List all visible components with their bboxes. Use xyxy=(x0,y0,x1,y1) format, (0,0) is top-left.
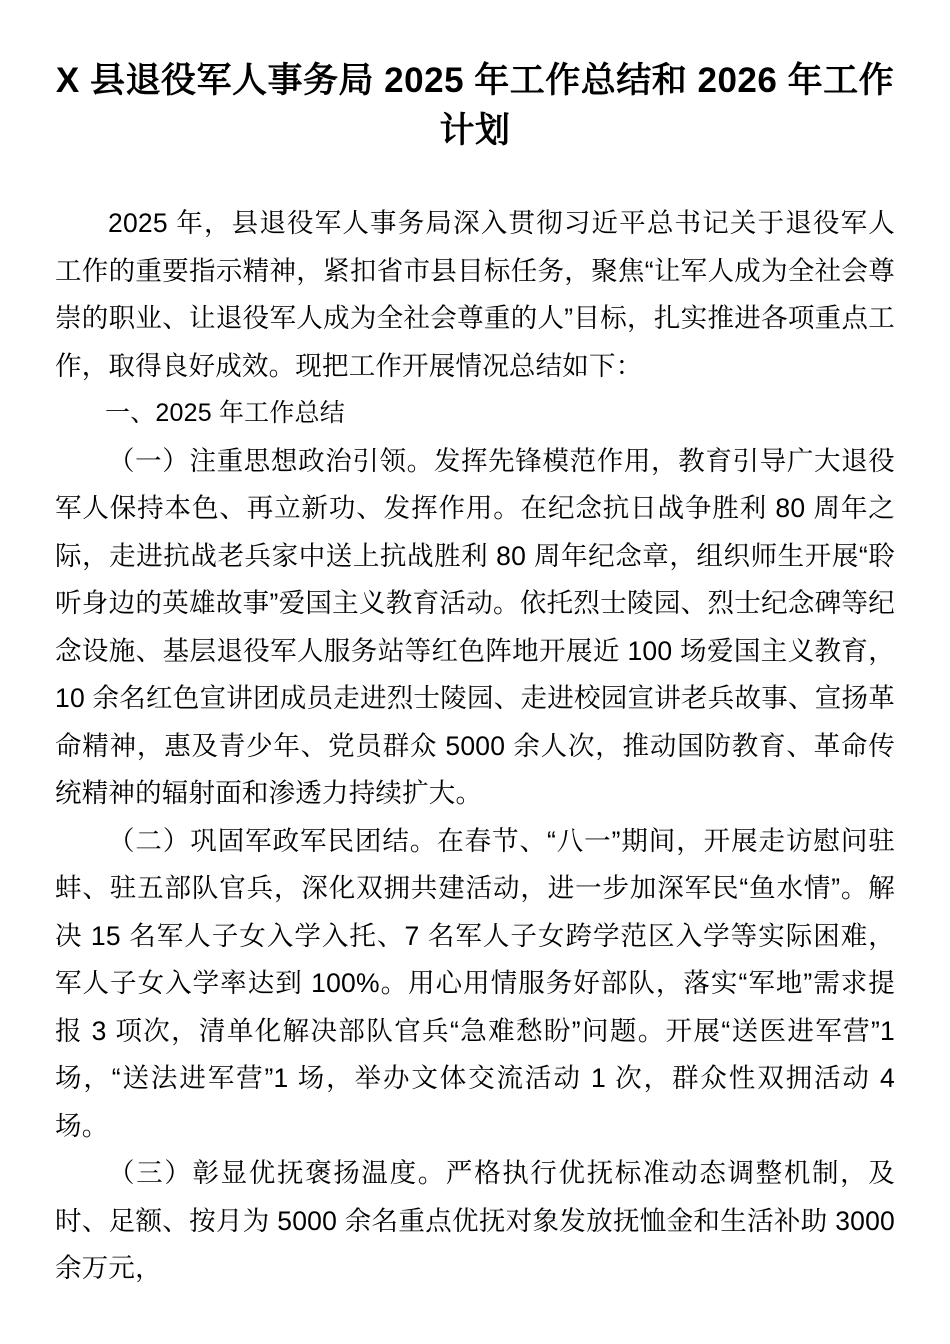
page-title: X 县退役军人事务局 2025 年工作总结和 2026 年工作计划 xyxy=(55,61,895,150)
paragraph-intro: 2025 年，县退役军人事务局深入贯彻习近平总书记关于退役军人工作的重要指示精神，紧扣省市县目标任务，聚焦“让军人成为全社会尊崇的职业、让退役军人成为全社会尊重的人”目标，扎实推进各项重点工作，取得良好成效。现把工作开展情况总结如下： xyxy=(55,208,895,381)
paragraph-item-three: （三）彰显优抚褒扬温度。严格执行优抚标准动态调整机制，及时、足额、按月为 5000 余名重点优抚对象发放抚恤金和生活补助 3000 余万元， xyxy=(55,1158,895,1283)
page-content-area xyxy=(55,0,895,1293)
paragraph-item-two: （二）巩固军政军民团结。在春节、“八一”期间，开展走访慰问驻蚌、驻五部队官兵，深化双拥共建活动，进一步加深军民“鱼水情”。解决 15 名军人子女入学入托、7 名军人子女跨学范区入学等实际困难，军人子女入学率达到 100%。用心用情服务好部队，落实“军地”需求提报 3 项次，清单化解决部队官兵“急难愁盼”问题。开展“送医进军营”1 场，“送法进军营”1 场，举办文体交流活动 1 次，群众性双拥活动 4 场。 xyxy=(55,825,895,1141)
section-heading-2025-summary: 一、2025 年工作总结 xyxy=(105,399,345,427)
document-body xyxy=(55,200,895,1293)
paragraph-item-one: （一）注重思想政治引领。发挥先锋模范作用，教育引导广大退役军人保持本色、再立新功、发挥作用。在纪念抗日战争胜利 80 周年之际，走进抗战老兵家中送上抗战胜利 80 周年纪念章，组织师生开展“聆听身边的英雄故事”爱国主义教育活动。依托烈士陵园、烈士纪念碑等纪念设施、基层退役军人服务站等红色阵地开展近 100 场爱国主义教育，10 余名红色宣讲团成员走进烈士陵园、走进校园宣讲老兵故事、宣扬革命精神，惠及青少年、党员群众 5000 余人次，推动国防教育、革命传统精神的辐射面和渗透力持续扩大。 xyxy=(55,445,895,808)
